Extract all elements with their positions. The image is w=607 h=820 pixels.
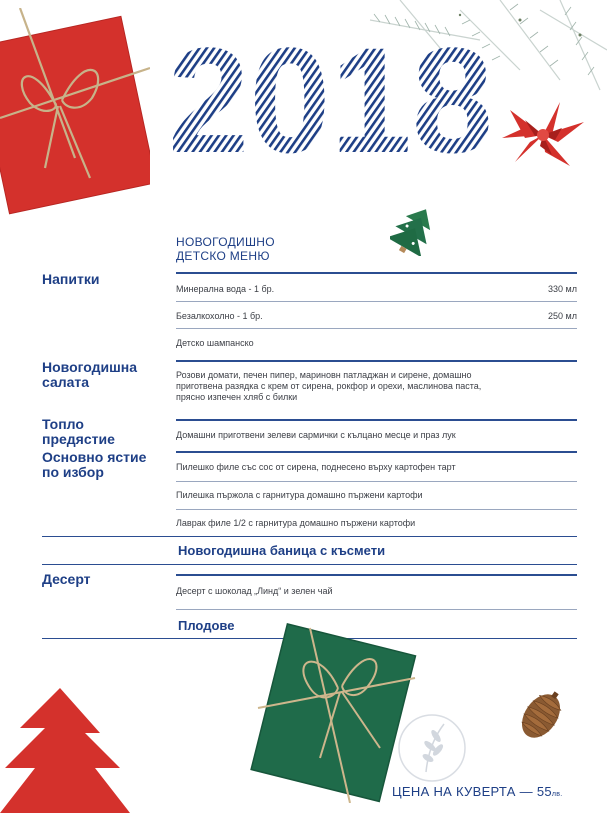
price-line xyxy=(392,784,563,799)
divider xyxy=(176,301,577,302)
starter-description: Домашни приготвени зелеви сармички с кълцано месце и праз лук xyxy=(176,430,456,440)
main-item-3: Лаврак филе 1/2 с гарнитура домашно пържени картофи xyxy=(176,518,416,528)
dessert-description: Десерт с шоколад „Линд“ и зелен чай xyxy=(176,586,333,596)
salad-label-line-1: Новогодишна xyxy=(42,359,138,375)
red-tree-decoration xyxy=(0,688,140,820)
divider xyxy=(176,609,577,610)
olive-emblem-watermark xyxy=(396,712,468,784)
salad-label-line-2: салата xyxy=(42,374,90,390)
fruit-item: Плодове xyxy=(178,618,235,633)
divider xyxy=(176,574,577,576)
section-label-main xyxy=(42,450,146,480)
drinks-item-3: Детско шампанско xyxy=(176,338,254,348)
main-label-line-1: Основно ястие xyxy=(42,449,147,465)
red-gift-decoration xyxy=(0,8,150,218)
tree-ornament-decoration xyxy=(390,204,438,256)
starter-label-line-1: Топло xyxy=(42,416,84,432)
price-label: ЦЕНА НА КУВЕРТА — 55 xyxy=(392,784,552,799)
salad-description: Розови домати, печен пипер, мариновн патладжан и сирене, домашно приготвена разядка с крем от сирена, рокфор и орехи, маслинова паста, прясно изпечен хляб с билки xyxy=(176,370,482,402)
subtitle-line-2: ДЕТСКО МЕНЮ xyxy=(176,249,270,263)
main-label-line-2: по избор xyxy=(42,464,104,480)
section-label-dessert: Десерт xyxy=(42,571,91,587)
subtitle-line-1: НОВОГОДИШНО xyxy=(176,235,275,249)
drinks-item-1-qty: 330 мл xyxy=(548,284,577,294)
pine-cone-decoration xyxy=(510,686,572,746)
menu-subtitle xyxy=(176,235,275,263)
divider xyxy=(176,360,577,362)
section-label-salad xyxy=(42,360,137,390)
divider xyxy=(176,272,577,274)
banitsa-item: Новогодишна баница с късмети xyxy=(178,543,386,558)
green-gift-decoration xyxy=(250,618,420,803)
divider xyxy=(176,451,577,453)
main-item-1: Пилешко филе със сос от сирена, поднесено върху картофен тарт xyxy=(176,462,456,472)
divider xyxy=(176,481,577,482)
starter-label-line-2: предястие xyxy=(42,431,115,447)
drinks-item-2-qty: 250 мл xyxy=(548,311,577,321)
divider xyxy=(176,328,577,329)
year-text: 2018 xyxy=(168,28,493,168)
divider xyxy=(42,536,577,537)
drinks-item-2: Безалкохолно - 1 бр. xyxy=(176,311,263,321)
divider xyxy=(42,564,577,565)
divider xyxy=(176,509,577,510)
year-heading xyxy=(168,28,498,168)
main-item-2: Пилешка пържола с гарнитура домашно пържени картофи xyxy=(176,490,423,500)
section-label-starter xyxy=(42,417,115,447)
drinks-item-1: Минерална вода - 1 бр. xyxy=(176,284,275,294)
divider xyxy=(176,419,577,421)
red-bow-decoration xyxy=(500,100,586,170)
price-unit: лв. xyxy=(551,791,563,798)
section-label-drinks: Напитки xyxy=(42,271,100,287)
